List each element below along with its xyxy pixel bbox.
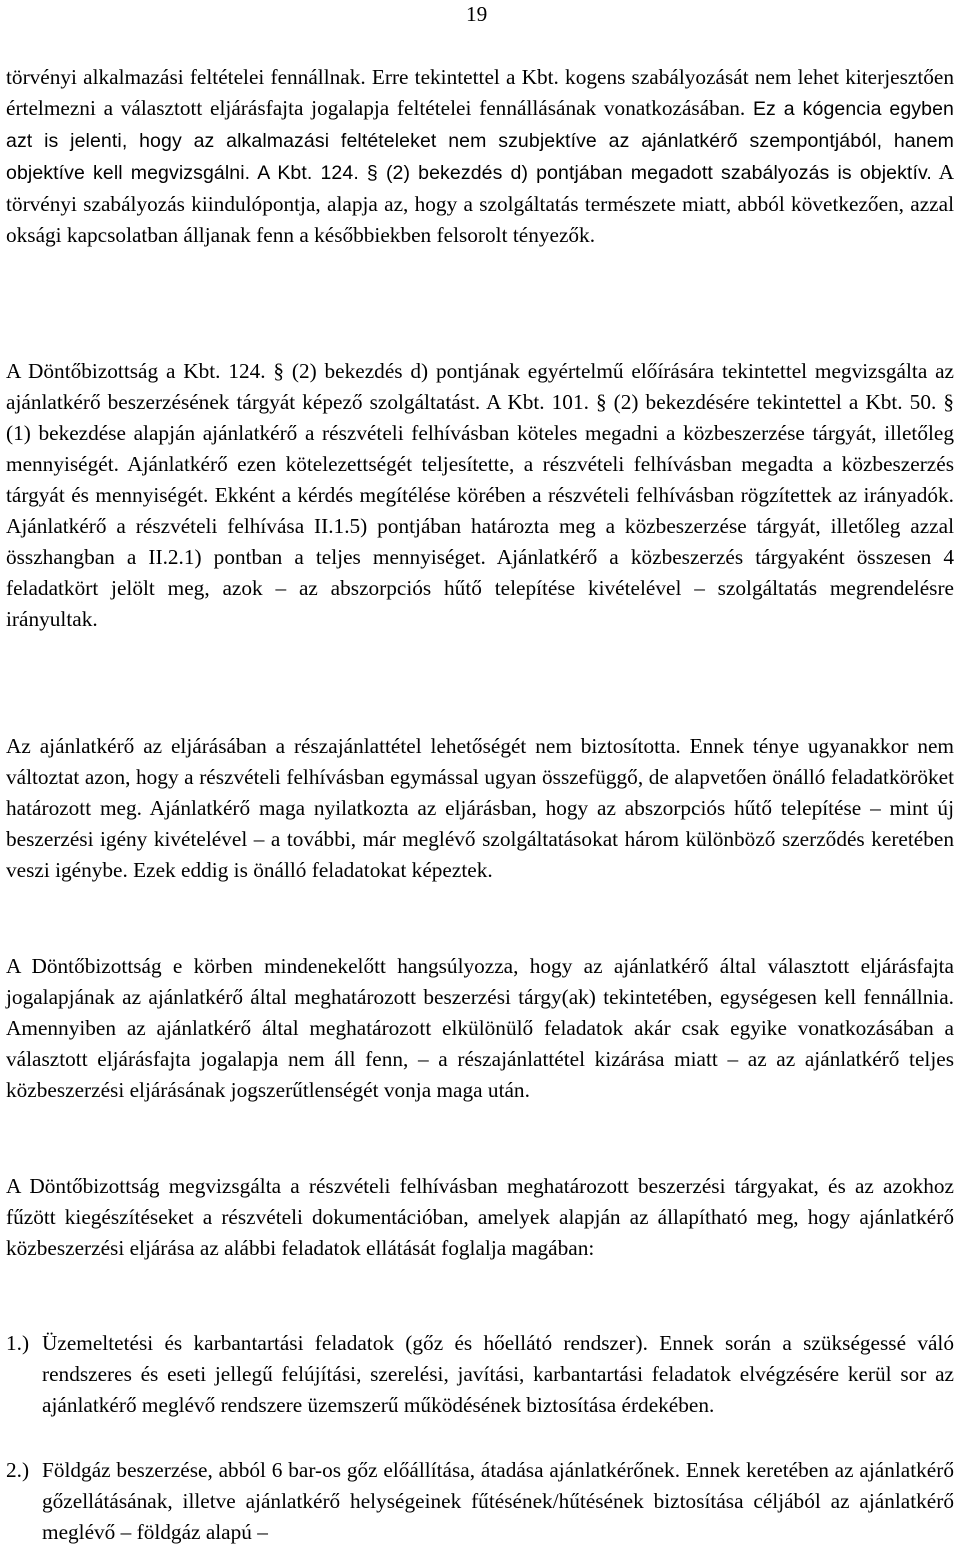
list-item-number: 2.): [6, 1458, 30, 1482]
page-number: 19: [466, 2, 488, 26]
list-item-text: Földgáz beszerzése, abból 6 bar-os gőz előállítása, átadása ajánlatkérőnek. Ennek keretében az ajánlatkérő gőzellátásának, illetve ajánlatkérő helységeinek fűtésének/hűtésének biztosítása céljából az ajánlatkérő meglévő – földgáz alapú –: [42, 1458, 954, 1544]
paragraph-1-sans: Ez a kógencia egyben azt is jelenti, hogy az alkalmazási feltételeket nem szubjektíve az ajánlatkérő szempontjából, hanem objektíve kell megvizsgálni. A Kbt. 124. § (2) bekezdés d) pontjában megadott szabályozás is objektív.: [6, 98, 954, 184]
paragraph-1: [6, 62, 954, 251]
list-item-text: Üzemeltetési és karbantartási feladatok (gőz és hőellátó rendszer). Ennek során a szükségessé váló rendszeres és eseti jellegű felújítási, szerelési, javítási, karbantartási feladatok elvégzésére kerül sor az ajánlatkérő meglévő rendszere üzemszerű működésének biztosítása érdekében.: [42, 1331, 954, 1417]
paragraph-1-serif-a: törvényi alkalmazási feltételei fennállnak. Erre tekintettel a Kbt. kogens szabályozását nem lehet kiterjesztően értelmezni a választott eljárásfajta jogalapja feltételei fennállásának vonatkozásában.: [6, 65, 954, 120]
paragraph-2: A Döntőbizottság a Kbt. 124. § (2) bekezdés d) pontjának egyértelmű előírására tekintettel megvizsgálta az ajánlatkérő beszerzésének tárgyát képező szolgáltatást. A Kbt. 101. § (2) bekezdésére tekintettel a Kbt. 50. § (1) bekezdése alapján ajánlatkérő a részvételi felhívásban köteles megadni a közbeszerzése tárgyát, illetőleg mennyiségét. Ajánlatkérő ezen kötelezettségét teljesítette, a részvételi felhívásban megadta a közbeszerzés tárgyát és mennyiségét. Ekként a kérdés megítélése körében a részvételi felhívásban rögzítettek az irányadók. Ajánlatkérő a részvételi felhívása II.1.5) pontjában határozta meg a közbeszerzése tárgyát, illetőleg azzal összhangban a II.2.1) pontban a teljes mennyiséget. Ajánlatkérő a közbeszerzés tárgyaként összesen 4 feladatkört jelölt meg, azok – az abszorpciós hűtő telepítése kivételével – szolgáltatás megrendelésre irányultak.: [6, 359, 954, 631]
paragraph-1-serif-b: A törvényi szabályozás kiindulópontja, alapja az, hogy a szolgáltatás természete miatt, abból következően, azzal oksági kapcsolatban álljanak fenn a későbbiekben felsorolt tényezők.: [6, 160, 954, 247]
paragraph-5: A Döntőbizottság megvizsgálta a részvételi felhívásban meghatározott beszerzési tárgyakat, és az azokhoz fűzött kiegészítéseket a részvételi dokumentációban, amelyek alapján az állapítható meg, hogy ajánlatkérő közbeszerzési eljárása az alábbi feladatok ellátását foglalja magában:: [6, 1174, 954, 1260]
list-item: [6, 1328, 954, 1421]
list-item-number: 1.): [6, 1331, 30, 1355]
paragraph-3: Az ajánlatkérő az eljárásában a részajánlattétel lehetőségét nem biztosította. Ennek ténye ugyanakkor nem változtat azon, hogy a részvételi felhívásban egymással ugyan összefüggő, de alapvetően önálló feladatköröket határozott meg. Ajánlatkérő maga nyilatkozta az eljárásban, hogy az abszorpciós hűtő telepítése – mint új beszerzési igény kivételével – a további, már meglévő szolgáltatásokat három különböző szerződés keretében veszi igénybe. Ezek eddig is önálló feladatokat képeztek.: [6, 734, 954, 882]
list-item: [6, 1455, 954, 1548]
paragraph-4: A Döntőbizottság e körben mindenekelőtt hangsúlyozza, hogy az ajánlatkérő által választott eljárásfajta jogalapjának az ajánlatkérő által meghatározott beszerzési tárgy(ak) tekintetében, egységesen kell fennállnia. Amennyiben az ajánlatkérő által meghatározott elkülönülő feladatok akár csak egyike vonatkozásában a választott eljárásfajta jogalapja nem áll fenn, – a részajánlattétel kizárása miatt – az az ajánlatkérő teljes közbeszerzési eljárásának jogszerűtlenségét vonja maga után.: [6, 954, 954, 1102]
